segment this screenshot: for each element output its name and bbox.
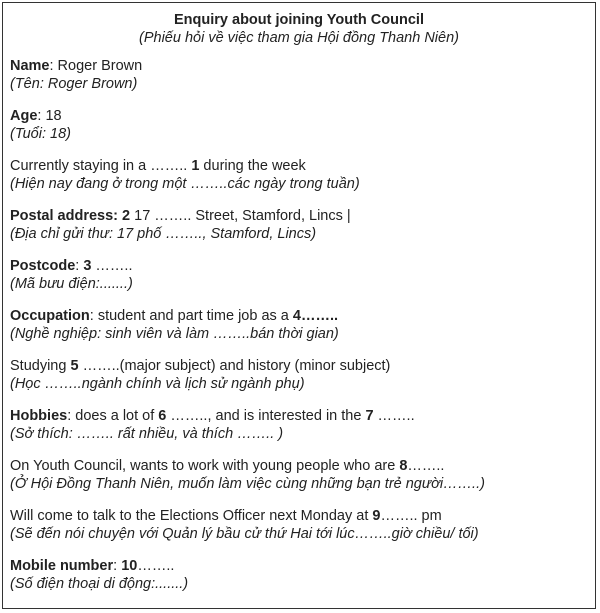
question-number-8: 8 xyxy=(399,458,408,474)
question-number-3: 3 xyxy=(83,258,92,274)
postcode-blank: …….. xyxy=(91,258,133,274)
youth-council-field xyxy=(10,457,595,493)
name-label: Name xyxy=(10,58,50,74)
postal-address-value: 17 …….. Street, Stamford, Lincs | xyxy=(130,208,351,224)
mobile-colon: : xyxy=(113,558,122,574)
staying-field xyxy=(10,157,595,193)
hobbies-text-3: …….. xyxy=(373,408,415,424)
question-number-9: 9 xyxy=(372,508,381,524)
postal-address-field xyxy=(10,207,595,243)
staying-text-pre: Currently staying in a …….. xyxy=(10,158,192,174)
question-number-7: 7 xyxy=(365,408,374,424)
postal-address-label: Postal address: xyxy=(10,208,118,224)
occupation-label: Occupation xyxy=(10,308,90,324)
council-text-post: …….. xyxy=(407,458,445,474)
postcode-translation: (Mã bưu điện:.......) xyxy=(10,276,133,292)
name-value: : Roger Brown xyxy=(49,58,143,74)
age-translation: (Tuổi: 18) xyxy=(10,126,71,142)
mobile-blank: …….. xyxy=(137,558,175,574)
age-field xyxy=(10,107,595,143)
question-number-4: 4…….. xyxy=(292,308,339,324)
occupation-value: : student and part time job as a xyxy=(89,308,293,324)
hobbies-text-2: …….., and is interested in the xyxy=(166,408,366,424)
staying-text-post: during the week xyxy=(199,158,306,174)
question-number-1: 1 xyxy=(191,158,200,174)
mobile-number-field xyxy=(10,557,595,593)
talk-translation: (Sẽ đến nói chuyện với Quản lý bầu cử thứ Hai tới lúc……..giờ chiều/ tối) xyxy=(10,526,479,542)
mobile-number-label: Mobile number xyxy=(10,558,114,574)
form-header xyxy=(3,3,595,47)
talk-field xyxy=(10,507,595,543)
question-number-2: 2 xyxy=(122,208,131,224)
postcode-label: Postcode xyxy=(10,258,76,274)
enquiry-form xyxy=(2,2,596,609)
mobile-number-translation: (Số điện thoại di động:.......) xyxy=(10,576,189,592)
name-translation: (Tên: Roger Brown) xyxy=(10,76,138,92)
hobbies-field xyxy=(10,407,595,443)
age-label: Age xyxy=(10,108,38,124)
talk-text-post: …….. pm xyxy=(380,508,442,524)
question-number-5: 5 xyxy=(70,358,79,374)
occupation-field xyxy=(10,307,595,343)
studying-field xyxy=(10,357,595,393)
hobbies-text-1: : does a lot of xyxy=(67,408,159,424)
postcode-colon: : xyxy=(75,258,84,274)
council-translation: (Ở Hội Đồng Thanh Niên, muốn làm việc cùng những bạn trẻ người……..) xyxy=(10,476,485,492)
postcode-field xyxy=(10,257,595,293)
postal-address-translation: (Địa chỉ gửi thư: 17 phố …….., Stamford, Lincs) xyxy=(10,226,317,242)
form-title: Enquiry about joining Youth Council xyxy=(174,12,424,28)
staying-translation: (Hiện nay đang ở trong một ……..các ngày trong tuần) xyxy=(10,176,360,192)
occupation-translation: (Nghề nghiệp: sinh viên và làm ……..bán thời gian) xyxy=(10,326,339,342)
form-subtitle: (Phiếu hỏi về việc tham gia Hội đồng Thanh Niên) xyxy=(139,30,459,46)
hobbies-label: Hobbies xyxy=(10,408,68,424)
question-number-6: 6 xyxy=(158,408,167,424)
studying-translation: (Học ……..ngành chính và lịch sử ngành phụ) xyxy=(10,376,305,392)
hobbies-translation: (Sở thích: …….. rất nhiều, và thích …….. ) xyxy=(10,426,284,442)
age-value: : 18 xyxy=(37,108,62,124)
studying-text-pre: Studying xyxy=(10,358,71,374)
form-fields xyxy=(3,47,595,593)
talk-text-pre: Will come to talk to the Elections Officer next Monday at xyxy=(10,508,373,524)
council-text-pre: On Youth Council, wants to work with young people who are xyxy=(10,458,400,474)
studying-text-post: ……..(major subject) and history (minor subject) xyxy=(78,358,391,374)
question-number-10: 10 xyxy=(121,558,138,574)
name-field xyxy=(10,57,595,93)
